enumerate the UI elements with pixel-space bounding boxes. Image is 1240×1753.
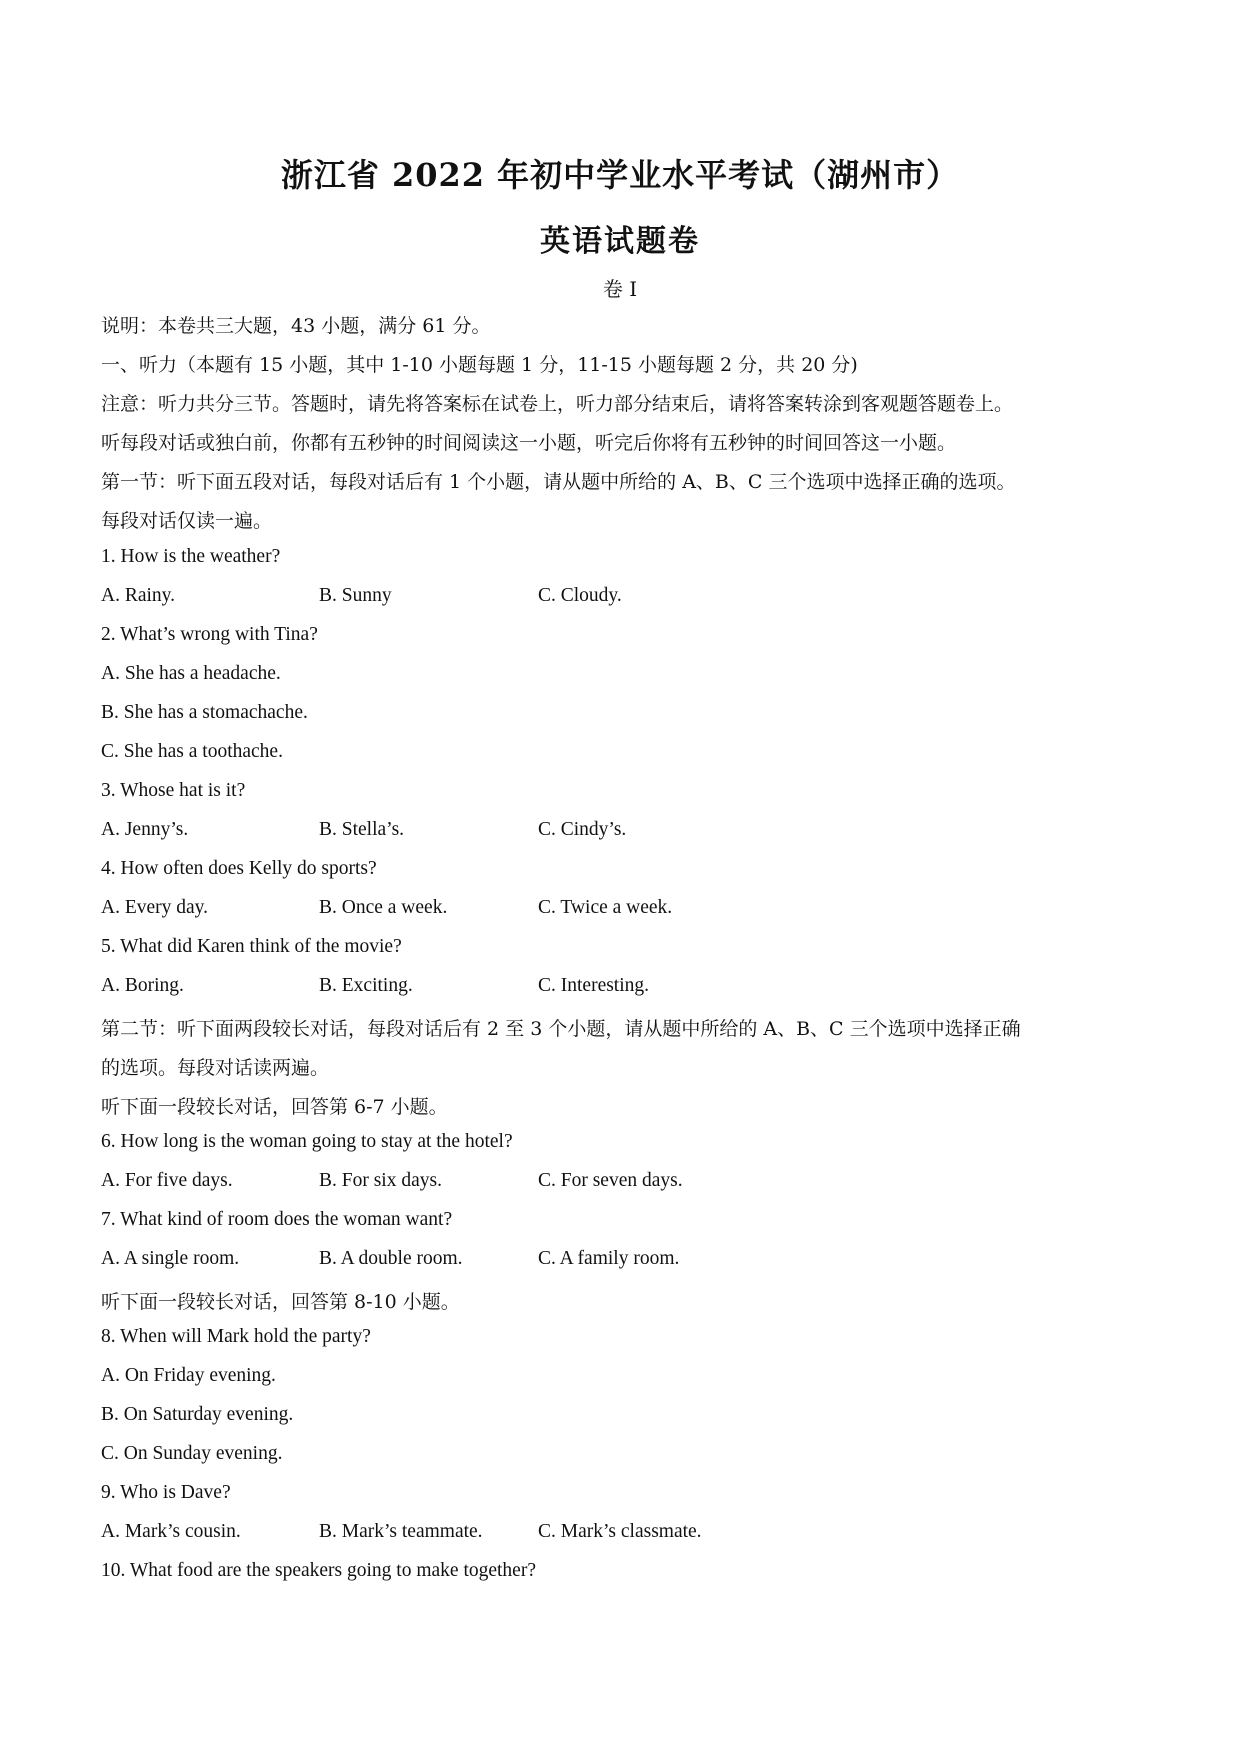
option-a: A. Mark’s cousin. [101,1521,241,1542]
option-c: C. A family room. [538,1248,680,1269]
description-text: 说明：本卷共三大题，43 小题，满分 61 分。 [101,315,491,337]
option-b: B. Sunny [319,585,392,606]
question-text: 4. How often does Kelly do sports? [101,858,377,879]
question-text: 5. What did Karen think of the movie? [101,936,402,957]
section1-instruction-line-1: 第一节：听下面五段对话，每段对话后有 1 个小题，请从题中所给的 A、B、C 三个选项中选择正确的选项。 [101,471,1016,493]
option-b: B. On Saturday evening. [101,1404,294,1425]
question-text: 9. Who is Dave? [101,1482,231,1503]
option-c: C. Interesting. [538,975,650,996]
section2-instruction-line-2: 的选项。每段对话读两遍。 [101,1057,330,1079]
option-a: A. Rainy. [101,585,176,606]
option-a: A. A single room. [101,1248,240,1269]
option-c: C. For seven days. [538,1170,683,1191]
dialog-6-7-note: 听下面一段较长对话，回答第 6-7 小题。 [101,1096,448,1118]
option-a: A. Every day. [101,897,209,918]
option-a: A. On Friday evening. [101,1365,276,1386]
option-b: B. Mark’s teammate. [319,1521,483,1542]
dialog-8-10-note: 听下面一段较长对话，回答第 8-10 小题。 [101,1291,460,1313]
part1-heading: 一、听力（本题有 15 小题，其中 1-10 小题每题 1 分，11-15 小题每题 2 分，共 20 分) [101,354,858,376]
option-c: C. Twice a week. [538,897,673,918]
option-a: A. She has a headache. [101,663,281,684]
option-b: B. She has a stomachache. [101,702,308,723]
option-c: C. She has a toothache. [101,741,283,762]
option-c: C. Mark’s classmate. [538,1521,702,1542]
section1-instruction-line-2: 每段对话仅读一遍。 [101,510,273,532]
question-text: 10. What food are the speakers going to make together? [101,1560,536,1581]
question-text: 8. When will Mark hold the party? [101,1326,371,1347]
option-b: B. Exciting. [319,975,413,996]
exam-subtitle: 英语试题卷 [540,224,700,259]
option-c: C. On Sunday evening. [101,1443,283,1464]
volume-label: 卷 I [602,277,638,301]
option-a: A. Boring. [101,975,184,996]
option-b: B. For six days. [319,1170,442,1191]
option-b: B. A double room. [319,1248,463,1269]
question-text: 3. Whose hat is it? [101,780,246,801]
option-a: A. For five days. [101,1170,233,1191]
note-line-1: 注意：听力共分三节。答题时，请先将答案标在试卷上，听力部分结束后，请将答案转涂到客观题答题卷上。 [101,393,1014,415]
option-c: C. Cindy’s. [538,819,627,840]
section2-instruction-line-1: 第二节：听下面两段较长对话，每段对话后有 2 至 3 个小题，请从题中所给的 A、B、C 三个选项中选择正确 [101,1018,1021,1040]
option-b: B. Once a week. [319,897,448,918]
option-c: C. Cloudy. [538,585,622,606]
question-text: 7. What kind of room does the woman want? [101,1209,453,1230]
question-text: 6. How long is the woman going to stay at the hotel? [101,1131,513,1152]
option-b: B. Stella’s. [319,819,405,840]
option-a: A. Jenny’s. [101,819,189,840]
question-text: 1. How is the weather? [101,546,281,567]
exam-title: 浙江省 2022 年初中学业水平考试（湖州市） [280,156,960,194]
question-text: 2. What’s wrong with Tina? [101,624,318,645]
note-line-2: 听每段对话或独白前，你都有五秒钟的时间阅读这一小题，听完后你将有五秒钟的时间回答这一小题。 [101,432,957,454]
